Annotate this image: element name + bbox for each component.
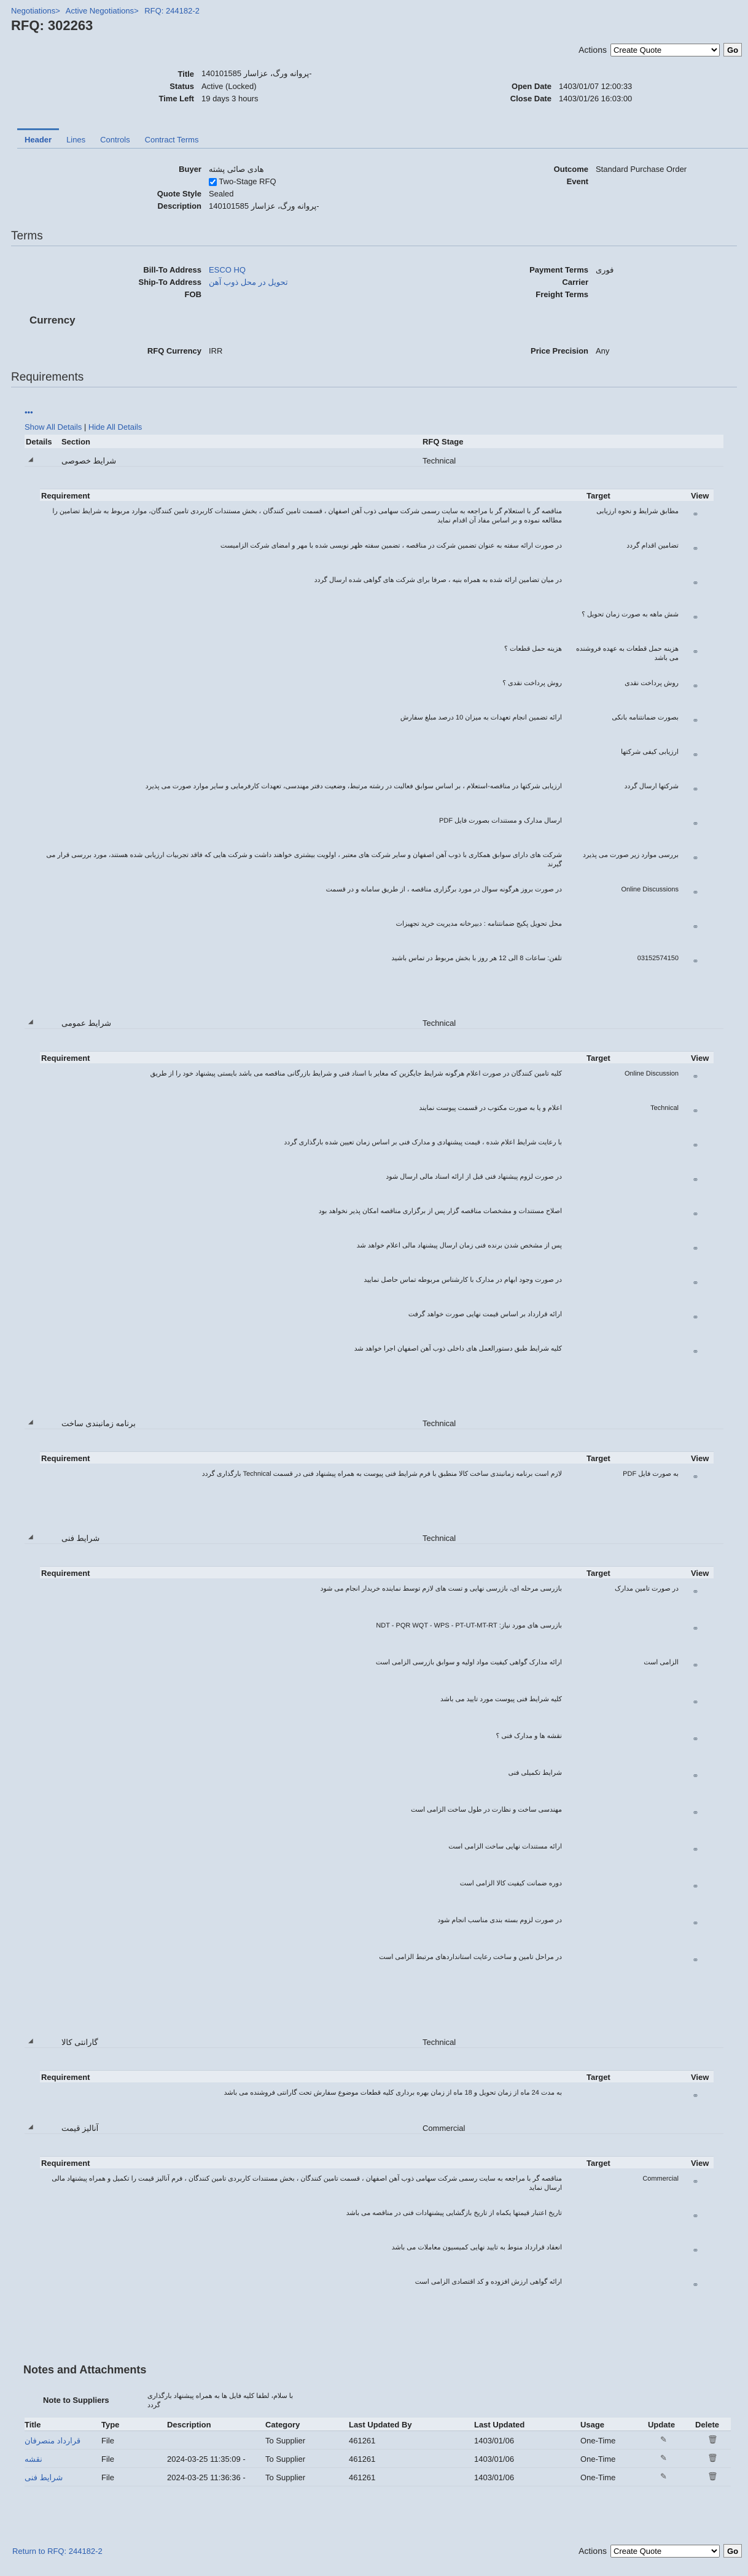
view-icon[interactable]: ⚭: [692, 578, 699, 588]
buyer-value: هادی صائی پشته: [209, 165, 264, 174]
requirement-row: [40, 1806, 714, 1839]
notes-attachments: Notes and Attachments Note to Suppliers با سلام، لطفا کلیه فایل ها به همراه پیشنهاد بارگذاری گردد Title Type Description Category Last Updated By Last Updated Usage Update Delete قرارداد منصرفان File To Supplier 461261 1403/01/06 One-Time ✎ 🗑 نقشه File 2024-03-25 11:35:09 - To Supplier 461261 1403/01/06 One-Time ✎ 🗑 شرایط فنی File 2024-03-25 11:36:36 - To Supplier 461261 1403/01/06 One-Time ✎ 🗑: [0, 2364, 748, 2511]
view-icon[interactable]: ⚭: [692, 785, 699, 794]
update-pencil-icon[interactable]: ✎: [660, 2435, 667, 2444]
section-name: شرایط فنی: [61, 1534, 100, 1543]
two-stage-checkbox: [209, 178, 217, 186]
outcome-value: Standard Purchase Order: [596, 165, 687, 174]
price-precision-value: Any: [596, 346, 610, 355]
actions-bar: [579, 43, 742, 56]
section-row-2: [25, 1017, 723, 1029]
view-icon[interactable]: ⚭: [692, 2211, 699, 2221]
requirement-row: [40, 541, 714, 572]
requirement-header: Requirement Target View: [40, 2156, 714, 2168]
requirement-text: با رعایت شرایط اعلام شده ، قیمت پیشنهادی و مدارک فنی بر اساس زمان تعیین شده بارگذاری گردد: [284, 1139, 562, 1146]
requirement-row: [40, 885, 714, 916]
requirement-target: تضامین اقدام گردد: [626, 542, 679, 549]
view-icon[interactable]: ⚭: [692, 1697, 699, 1707]
terms-fields: Bill-To Address ESCO HQ Payment Terms فوری Ship-To Address تحویل در محل ذوب آهن Carrier FOB Freight Terms: [0, 264, 748, 301]
view-icon[interactable]: ⚭: [692, 1882, 699, 1891]
breadcrumb-negotiations[interactable]: Negotiations: [11, 6, 56, 15]
requirement-target: روش پرداخت نقدی: [625, 680, 679, 687]
section-row-4: [25, 1532, 723, 1544]
requirement-target: هزینه حمل قطعات به عهده فروشنده می باشد: [575, 645, 679, 662]
requirement-target: 03152574150: [637, 955, 679, 962]
view-icon[interactable]: ⚭: [692, 888, 699, 897]
view-icon[interactable]: ⚭: [692, 922, 699, 931]
page-footer: [0, 2542, 748, 2566]
requirement-text: به مدت 24 ماه از زمان تحویل و 18 ماه از زمان بهره برداری کلیه قطعات موضوع سفارش تحت گارانتی فروشنده می باشد: [224, 2089, 562, 2097]
requirement-text: ارائه مستندات نهایی ساخت الزامی است: [448, 1843, 562, 1850]
delete-trash-icon[interactable]: 🗑: [707, 2435, 718, 2444]
requirement-text: روش پرداخت نقدی ؟: [502, 680, 562, 687]
rfq-currency-value: IRR: [209, 346, 223, 355]
requirement-row: [40, 2089, 714, 2112]
close-date: 1403/01/26 16:03:00: [559, 93, 633, 103]
collapse-icon[interactable]: ◢: [28, 2124, 33, 2130]
requirement-row: [40, 2278, 714, 2308]
view-icon[interactable]: ⚭: [692, 2246, 699, 2255]
requirement-text: کلیه شرایط طبق دستورالعمل های داخلی ذوب آهن اصفهان اجرا خواهد شد: [354, 1345, 562, 1352]
requirement-text: ارائه قرارداد بر اساس قیمت نهایی صورت خواهد گرفت: [408, 1311, 562, 1318]
notes-heading: Notes and Attachments: [23, 2364, 147, 2376]
rfq-status: Active (Locked): [201, 81, 257, 91]
view-icon[interactable]: ⚭: [692, 2091, 699, 2100]
requirement-row: [40, 645, 714, 675]
section-name: گارانتی کالا: [61, 2038, 98, 2047]
section-name: آنالیز قیمت: [61, 2124, 99, 2133]
requirement-text: بازرسی مرحله ای، بازرسی نهایی و تست های لازم توسط نماینده خریدار انجام می شود: [320, 1585, 562, 1593]
collapse-icon[interactable]: ◢: [28, 1018, 33, 1025]
requirement-row: [40, 1953, 714, 1986]
requirement-row: [40, 1138, 714, 1169]
rfq-time-left: 19 days 3 hours: [201, 93, 259, 103]
requirement-text: لازم است برنامه زمانبندی ساخت کالا منطبق با فرم شرایط فنی پیوست به همراه پیشنهاد فنی در قسمت Technical بارگذاری گردد: [201, 1470, 562, 1478]
requirement-text: در صورت بروز هرگونه سوال در مورد برگزاری مناقصه ، از طریق سامانه و در قسمت: [325, 886, 562, 893]
show-hide-links: Show All Details | Hide All Details: [25, 422, 142, 432]
requirement-text: در صورت لزوم پیشنهاد فنی قبل از ارائه اسناد مالی ارسال شود: [386, 1173, 562, 1181]
view-icon[interactable]: ⚭: [692, 544, 699, 553]
requirement-target: در صورت تامین مدارک: [615, 1585, 679, 1593]
dots-icon: •••: [25, 408, 33, 417]
collapse-icon[interactable]: ◢: [28, 1534, 33, 1540]
section-stage: Technical: [423, 2038, 456, 2047]
requirement-row: [40, 2209, 714, 2240]
requirement-row: [40, 1842, 714, 1876]
requirement-text: انعقاد قرارداد منوط به تایید نهایی کمیسیون معاملات می باشد: [391, 2244, 562, 2251]
view-icon[interactable]: ⚭: [692, 1175, 699, 1184]
requirement-text: بازرسی های مورد نیاز: NDT - PQR WQT - WPS - PT-UT-MT-RT: [376, 1622, 562, 1629]
attachment-title-link[interactable]: شرایط فنی: [25, 2473, 63, 2482]
requirement-header: Requirement Target View: [40, 489, 714, 501]
currency-heading: Currency: [29, 314, 76, 326]
view-icon[interactable]: ⚭: [692, 1918, 699, 1928]
update-pencil-icon[interactable]: ✎: [660, 2453, 667, 2462]
section-row-5: [25, 2036, 723, 2048]
requirement-text: ارائه گواهی ارزش افزوده و کد اقتصادی الزامی است: [415, 2278, 562, 2286]
requirement-row: [40, 1621, 714, 1655]
requirement-text: کلیه شرایط فنی پیوست مورد تایید می باشد: [440, 1696, 562, 1703]
requirement-header: Requirement Target View: [40, 1051, 714, 1063]
view-icon[interactable]: ⚭: [692, 1472, 699, 1481]
tab-controls[interactable]: Controls: [100, 135, 130, 144]
requirement-text: در میان تضامین ارائه شده به همراه بنیه ، صرفا برای شرکت های گواهی شده ارسال گردد: [314, 576, 562, 584]
requirement-row: [40, 1173, 714, 1203]
update-pencil-icon[interactable]: ✎: [660, 2472, 667, 2481]
requirement-row: [40, 1585, 714, 1618]
requirement-text: شرایط تکمیلی فنی: [508, 1769, 562, 1777]
view-icon[interactable]: ⚭: [692, 1734, 699, 1744]
requirement-header: Requirement Target View: [40, 1566, 714, 1578]
requirement-row: [40, 2174, 714, 2205]
section-stage: Technical: [423, 456, 456, 465]
quote-style-value: Sealed: [209, 189, 234, 198]
collapse-icon[interactable]: ◢: [28, 2038, 33, 2044]
tab-contract-terms[interactable]: Contract Terms: [144, 135, 199, 144]
attachment-title-link[interactable]: قرارداد منصرفان: [25, 2436, 81, 2445]
requirement-row: [40, 1241, 714, 1272]
view-icon[interactable]: ⚭: [692, 1209, 699, 1219]
header-fields: Buyer هادی صائی پشته Outcome Standard Purchase Order Two-Stage RFQ Event Quote Style Sealed Description پروانه ورگ، عزاسار 140101585-: [0, 163, 748, 212]
requirement-target: بررسی موارد زیر صورت می پذیرد: [582, 852, 679, 859]
requirement-row: [40, 1344, 714, 1375]
collapse-icon[interactable]: ◢: [28, 1419, 33, 1426]
view-icon[interactable]: ⚭: [692, 1347, 699, 1356]
requirement-text: محل تحویل پکیج ضمانتنامه : دبیرخانه مدیریت خرید تجهیزات: [395, 920, 562, 928]
section-row-1: [25, 454, 723, 467]
requirement-row: [40, 1769, 714, 1802]
return-link[interactable]: Return to RFQ: 244182-2: [12, 2547, 103, 2556]
view-icon[interactable]: ⚭: [692, 1661, 699, 1670]
requirement-header: Requirement Target View: [40, 2070, 714, 2082]
view-icon[interactable]: ⚭: [692, 853, 699, 863]
requirement-row: [40, 1069, 714, 1100]
view-icon[interactable]: ⚭: [692, 1845, 699, 1854]
note-to-suppliers: با سلام، لطفا کلیه فایل ها به همراه پیشنهاد بارگذاری گردد: [147, 2392, 294, 2409]
view-icon[interactable]: ⚭: [692, 1808, 699, 1817]
requirement-target: Online Discussion: [624, 1070, 679, 1077]
breadcrumb: Negotiations> Active Negotiations> RFQ: 244182-2: [11, 6, 200, 15]
requirement-row: [40, 782, 714, 813]
actions-bar-bottom: Actions Create Quote Go: [579, 2544, 742, 2558]
breadcrumb-active-negotiations[interactable]: Active Negotiations: [65, 6, 134, 15]
requirement-row: [40, 817, 714, 847]
requirement-text: ارائه مدارک گواهی کیفیت مواد اولیه و سوابق بازرسی الزامی است: [375, 1659, 562, 1666]
requirement-text: اصلاح مستندات و مشخصات مناقصه گزار پس از برگزاری مناقصه امکان پذیر نخواهد بود: [318, 1208, 562, 1215]
requirement-row: [40, 954, 714, 985]
requirement-target: Technical: [650, 1104, 679, 1112]
actions-select[interactable]: [610, 44, 720, 56]
requirement-row: [40, 1207, 714, 1238]
requirement-row: [40, 1310, 714, 1341]
requirement-row: [40, 610, 714, 641]
requirements-table-header: Details Section RFQ Stage: [25, 435, 723, 448]
open-date: 1403/01/07 12:00:33: [559, 81, 633, 91]
requirement-target: Online Discussions: [621, 886, 679, 893]
requirement-text: اعلام و یا به صورت مکتوب در قسمت پیوست نمایند: [419, 1104, 562, 1112]
requirement-row: [40, 679, 714, 710]
delete-trash-icon[interactable]: 🗑: [707, 2453, 718, 2462]
view-icon[interactable]: ⚭: [692, 510, 699, 519]
attachment-row: شرایط فنی File 2024-03-25 11:36:36 - To Supplier 461261 1403/01/06 One-Time ✎ 🗑: [25, 2468, 731, 2486]
requirement-row: [40, 1276, 714, 1306]
requirement-text: تلفن: ساعات 8 الی 12 هر روز با بخش مربوط در تماس باشید: [391, 955, 562, 962]
bill-to-link[interactable]: ESCO HQ: [209, 265, 246, 274]
view-icon[interactable]: ⚭: [692, 613, 699, 622]
view-icon[interactable]: ⚭: [692, 1106, 699, 1115]
page-title: RFQ: 302263: [11, 18, 93, 33]
tab-header[interactable]: Header: [17, 128, 59, 148]
requirement-row: [40, 713, 714, 744]
view-icon[interactable]: ⚭: [692, 2177, 699, 2186]
requirement-text: ارزیابی شرکتها در مناقصه-استعلام ، بر اساس سوابق فعالیت در رشته مرتبط، وضعیت دفتر مهندسی، تعهدات کارفرمایی و سایر موارد صورت می پذیرد: [145, 783, 562, 790]
section-stage: Technical: [423, 1534, 456, 1543]
requirement-text: در صورت لزوم بسته بندی مناسب انجام شود: [437, 1917, 562, 1924]
requirement-row: [40, 851, 714, 882]
view-icon[interactable]: ⚭: [692, 1278, 699, 1287]
requirement-target: بصورت ضمانتنامه بانکی: [612, 714, 679, 721]
requirement-text: در صورت وجود ابهام در مدارک با کارشناس مربوطه تماس حاصل نمایید: [364, 1276, 562, 1284]
collapse-icon[interactable]: ◢: [28, 456, 33, 463]
requirement-row: [40, 576, 714, 607]
requirement-row: [40, 1470, 714, 1493]
view-icon[interactable]: ⚭: [692, 681, 699, 691]
actions-label: Actions: [579, 45, 607, 55]
requirement-text: مناقصه گر با مراجعه به سایت رسمی شرکت سهامی ذوب آهن اصفهان ، قسمت تامین کنندگان ، بخش مستندات کاربردی تامین کنندگان ، فرم آنالیز قیمت را تکمیل و همراه پیشنهاد مالی ارسال نماید: [52, 2175, 562, 2192]
view-icon[interactable]: ⚭: [692, 1141, 699, 1150]
attachment-row: نقشه File 2024-03-25 11:35:09 - To Supplier 461261 1403/01/06 One-Time ✎ 🗑: [25, 2450, 731, 2468]
rfq-summary: Title پروانه ورگ، عزاسار 140101585- Status Active (Locked) Time Left 19 days 3 hours Open Date 1403/01/07 12:00:33 Close Date 1403/01/26 16:03:00: [158, 69, 633, 103]
view-icon[interactable]: ⚭: [692, 1313, 699, 1322]
requirement-text: مهندسی ساخت و نظارت در طول ساخت الزامی است: [411, 1806, 562, 1814]
attachment-title-link[interactable]: نقشه: [25, 2454, 42, 2464]
requirement-row: [40, 748, 714, 778]
view-icon[interactable]: ⚭: [692, 2280, 699, 2289]
requirement-text: کلیه تامین کنندگان در صورت اعلام هرگونه شرایط جایگزین که مغایر با اسناد فنی و شرایط بازرگانی مناقصه می باشد بایستی پیشنهاد خود را از طریق: [150, 1070, 562, 1077]
requirement-row: [40, 2243, 714, 2274]
requirement-text: مناقصه گر با استعلام گر با مراجعه به سایت رسمی شرکت سهامی ذوب آهن اصفهان ، قسمت تامین کنندگان ، بخش مستندات کاربردی تامین کنندگان، موارد مربوط به شرایط تضامین را مطالعه نموده و بر اساس مفاد آن اقدام نماید: [52, 508, 562, 524]
view-icon[interactable]: ⚭: [692, 1955, 699, 1965]
requirement-text: در مراحل تامین و ساخت رعایت استانداردهای مرتبط الزامی است: [379, 1953, 562, 1961]
section-name: برنامه زمانبندی ساخت: [61, 1419, 136, 1428]
requirement-target: الزامی است: [644, 1659, 679, 1666]
view-icon[interactable]: ⚭: [692, 956, 699, 966]
hide-all-details-link[interactable]: Hide All Details: [88, 422, 142, 432]
requirement-text: دوره ضمانت کیفیت کالا الزامی است: [459, 1880, 562, 1887]
requirement-text: تاریخ اعتبار قیمتها یکماه از تاریخ بازگشایی پیشنهادات فنی در مناقصه می باشد: [346, 2209, 562, 2217]
section-name: شرایط عمومی: [61, 1018, 112, 1028]
requirements-heading: Requirements: [11, 371, 737, 387]
currency-fields: RFQ Currency IRR Price Precision Any: [0, 345, 748, 357]
requirement-row: [40, 1879, 714, 1912]
view-icon[interactable]: ⚭: [692, 647, 699, 656]
tab-bar: [17, 129, 748, 149]
section-stage: Commercial: [423, 2124, 466, 2133]
section-row-3: [25, 1417, 723, 1429]
requirement-text: پس از مشخص شدن برنده فنی زمان ارسال پیشنهاد مالی اعلام خواهد شد: [356, 1242, 562, 1249]
section-row-6: [25, 2122, 723, 2134]
breadcrumb-rfq[interactable]: RFQ: 244182-2: [144, 6, 200, 15]
view-icon[interactable]: ⚭: [692, 750, 699, 759]
two-stage-label: Two-Stage RFQ: [219, 177, 276, 186]
requirement-row: [40, 507, 714, 538]
go-button[interactable]: Go: [723, 43, 742, 56]
requirement-target: Commercial: [642, 2175, 679, 2182]
requirement-target: ارزیابی کیفی شرکتها: [621, 748, 679, 756]
view-icon[interactable]: ⚭: [692, 1771, 699, 1780]
requirement-text: نقشه ها و مدارک فنی ؟: [496, 1732, 562, 1740]
delete-trash-icon[interactable]: 🗑: [707, 2472, 718, 2481]
view-icon[interactable]: ⚭: [692, 1072, 699, 1081]
requirement-text: هزینه حمل قطعات ؟: [504, 645, 562, 653]
requirement-target: مطابق شرایط و نحوه ارزیابی: [596, 508, 679, 515]
ship-to-link[interactable]: تحویل در محل ذوب آهن: [209, 277, 288, 287]
view-icon[interactable]: ⚭: [692, 1587, 699, 1596]
view-icon[interactable]: ⚭: [692, 716, 699, 725]
requirement-target: شرکتها ارسال گردد: [624, 783, 679, 790]
go-button-bottom[interactable]: Go: [723, 2544, 742, 2558]
view-icon[interactable]: ⚭: [692, 1244, 699, 1253]
requirement-target: به صورت فایل PDF: [623, 1470, 679, 1478]
requirement-row: [40, 1916, 714, 1949]
requirement-target: شش ماهه به صورت زمان تحویل ؟: [582, 611, 679, 618]
section-stage: Technical: [423, 1419, 456, 1428]
show-all-details-link[interactable]: Show All Details: [25, 422, 82, 432]
requirement-row: [40, 1104, 714, 1135]
requirement-row: [40, 1732, 714, 1765]
requirement-header: Requirement Target View: [40, 1451, 714, 1464]
requirement-row: [40, 1658, 714, 1691]
rfq-title: پروانه ورگ، عزاسار 140101585-: [201, 69, 312, 78]
description-value: پروانه ورگ، عزاسار 140101585-: [209, 201, 319, 211]
actions-select-bottom[interactable]: [610, 2545, 720, 2558]
view-icon[interactable]: ⚭: [692, 1624, 699, 1633]
requirement-text: ارائه تضمین انجام تعهدات به میزان 10 درصد مبلغ سفارش: [400, 714, 562, 721]
attachments-table: [25, 2418, 731, 2486]
requirement-text: ارسال مدارک و مستندات بصورت فایل PDF: [439, 817, 562, 824]
section-stage: Technical: [423, 1018, 456, 1028]
section-name: شرایط خصوصی: [61, 456, 117, 465]
requirement-row: [40, 920, 714, 950]
requirement-row: [40, 1695, 714, 1728]
payment-terms-value: فوری: [596, 265, 614, 274]
view-icon[interactable]: ⚭: [692, 819, 699, 828]
terms-heading: Terms: [11, 230, 737, 246]
attachment-row: قرارداد منصرفان File To Supplier 461261 1403/01/06 One-Time ✎ 🗑: [25, 2431, 731, 2450]
requirement-text: شرکت های دارای سوابق همکاری با ذوب آهن اصفهان و سایر شرکت های معتبر ، اولویت بیشتری خواهند داشت و شرکت هایی که فاقد تجربیات ارزیابی شده هستند، مورد بررسی قرار می گیرند: [46, 852, 562, 868]
attachments-header: Title Type Description Category Last Updated By Last Updated Usage Update Delete: [25, 2418, 731, 2431]
tab-lines[interactable]: Lines: [66, 135, 86, 144]
requirement-text: در صورت ارائه سفته به عنوان تضمین شرکت در مناقصه ، تضمین سفته ظهر نویسی شده با مهر و امضای شرکت الزامیست: [220, 542, 562, 549]
